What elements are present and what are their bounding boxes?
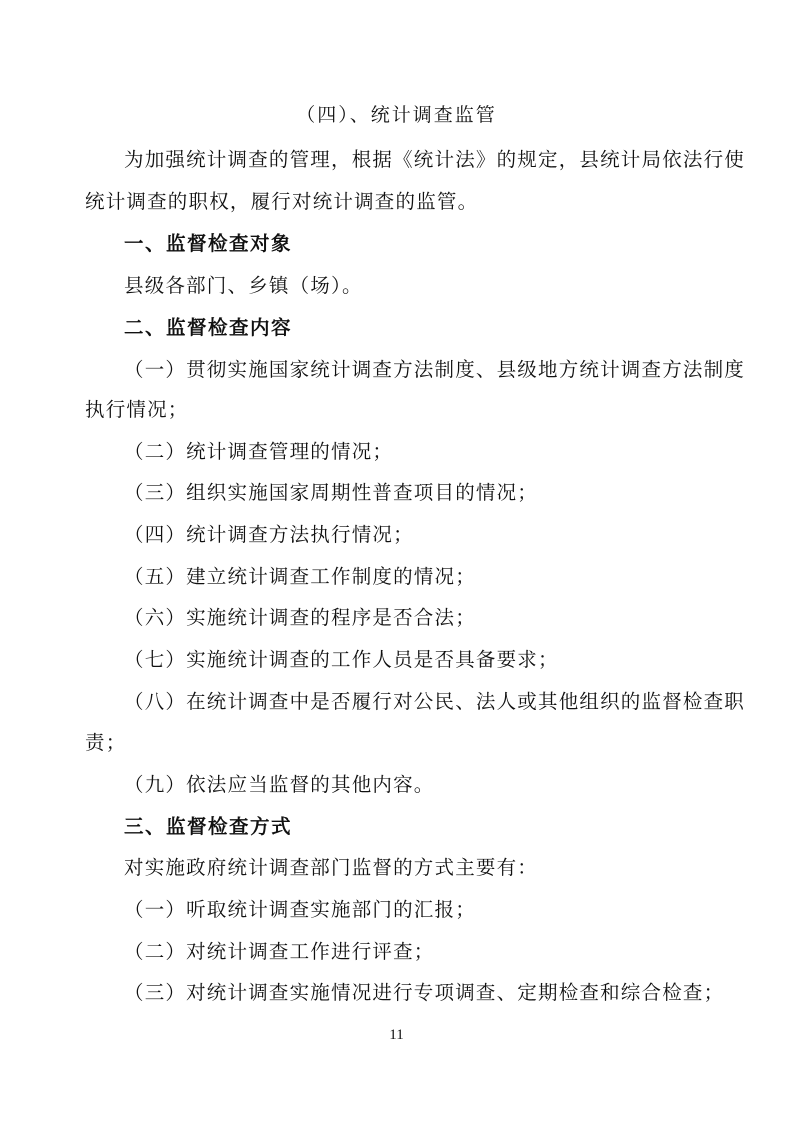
intro-line-2: 统计调查的职权，履行对统计调查的监管。 xyxy=(85,190,479,213)
content-item-7: （七）实施统计调查的工作人员是否具备要求； xyxy=(124,648,559,671)
part1-heading: 一、监督检查对象 xyxy=(124,232,293,255)
content-item-8-line-1: （八）在统计调查中是否履行对公民、法人或其他组织的监督检查职 xyxy=(124,690,746,713)
section-title: （四）、统计调查监管 xyxy=(296,104,497,126)
content-item-2: （二）统计调查管理的情况； xyxy=(124,440,394,463)
intro-line-1: 为加强统计调查的管理，根据《统计法》的规定，县统计局依法行使 xyxy=(124,148,746,171)
content-item-8-line-2: 责； xyxy=(85,731,127,754)
content-item-6: （六）实施统计调查的程序是否合法； xyxy=(124,606,476,629)
content-item-3: （三）组织实施国家周期性普查项目的情况； xyxy=(124,481,539,504)
method-item-3: （三）对统计调查实施情况进行专项调查、定期检查和综合检查； xyxy=(124,981,725,1004)
part3-heading: 三、监督检查方式 xyxy=(124,815,293,838)
content-item-1-line-2: 执行情况； xyxy=(85,398,189,421)
method-item-2: （二）对统计调查工作进行评查； xyxy=(124,940,435,963)
method-item-1: （一）听取统计调查实施部门的汇报； xyxy=(124,898,476,921)
part1-text: 县级各部门、乡镇（场）。 xyxy=(124,274,363,297)
content-item-4: （四）统计调查方法执行情况； xyxy=(124,523,414,546)
part2-heading: 二、监督检查内容 xyxy=(124,316,293,339)
content-item-1-line-1: （一）贯彻实施国家统计调查方法制度、县级地方统计调查方法制度 xyxy=(124,358,746,381)
content-item-5: （五）建立统计调查工作制度的情况； xyxy=(124,565,476,588)
part3-intro: 对实施政府统计调查部门监督的方式主要有： xyxy=(124,856,539,879)
content-item-9: （九）依法应当监督的其他内容。 xyxy=(124,773,435,796)
page-number: 11 xyxy=(389,1027,404,1043)
